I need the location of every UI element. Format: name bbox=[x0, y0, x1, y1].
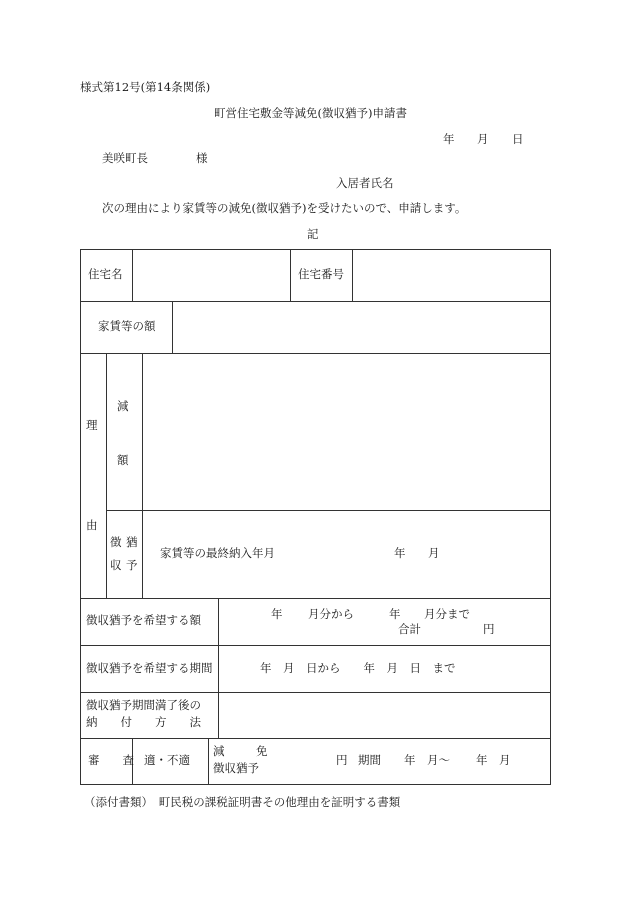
housing-number-label: 住宅番号 bbox=[298, 267, 344, 281]
last-payment-month: 月 bbox=[428, 546, 440, 560]
desired-amount-label: 徴収猶予を希望する額 bbox=[86, 613, 201, 627]
after-period-line2: 納 付 方 法 bbox=[86, 715, 201, 729]
review-period-label: 期間 bbox=[358, 753, 381, 767]
last-payment-label: 家賃等の最終納入年月 bbox=[160, 546, 275, 560]
last-payment-year: 年 bbox=[394, 546, 406, 560]
intro-text: 次の理由により家賃等の減免(徴収猶予)を受けたいので、申請します。 bbox=[102, 201, 467, 215]
from-year: 年 bbox=[271, 607, 283, 621]
total-yen: 円 bbox=[483, 622, 495, 636]
reason-label-ri: 理 bbox=[86, 418, 98, 432]
review-deferral: 徴収猶予 bbox=[213, 761, 259, 775]
date-month: 月 bbox=[477, 132, 489, 146]
form-title: 町営住宅敷金等減免(徴収猶予)申請書 bbox=[214, 106, 407, 120]
applicant-label: 入居者氏名 bbox=[336, 176, 394, 190]
reduction-label-gaku: 額 bbox=[117, 453, 129, 467]
date-year: 年 bbox=[443, 132, 455, 146]
review-period-end: 年 月 bbox=[476, 753, 511, 767]
addressee: 美咲町長 bbox=[102, 151, 148, 165]
honorific: 様 bbox=[196, 151, 208, 165]
review-men: 免 bbox=[256, 744, 268, 758]
deferral-label-you: 猶 bbox=[126, 535, 138, 549]
review-period-start: 年 月〜 bbox=[404, 753, 450, 767]
form-number: 様式第12号(第14条関係) bbox=[80, 80, 211, 94]
from-month: 月分から bbox=[308, 607, 354, 621]
attachments-note: （添付書類） 町民税の課税証明書その他理由を証明する書類 bbox=[84, 795, 401, 809]
ki-mark: 記 bbox=[307, 227, 319, 241]
period-text: 年 月 日から 年 月 日 まで bbox=[260, 661, 456, 675]
review-label: 審 査 bbox=[88, 753, 134, 767]
deferral-label-yo: 予 bbox=[126, 558, 138, 572]
review-choice: 適・不適 bbox=[144, 753, 190, 767]
desired-period-label: 徴収猶予を希望する期間 bbox=[86, 661, 213, 675]
date-day: 日 bbox=[512, 132, 524, 146]
total-label: 合計 bbox=[398, 622, 421, 636]
deferral-label-chou: 徴 bbox=[110, 535, 122, 549]
review-gen: 減 bbox=[213, 744, 225, 758]
to-year: 年 bbox=[389, 607, 401, 621]
rent-amount-label: 家賃等の額 bbox=[98, 319, 156, 333]
deferral-label-shuu: 収 bbox=[110, 558, 122, 572]
housing-name-label: 住宅名 bbox=[88, 267, 123, 281]
review-yen: 円 bbox=[336, 753, 348, 767]
reason-label-yu: 由 bbox=[86, 518, 98, 532]
after-period-line1: 徴収猶予期間満了後の bbox=[86, 698, 201, 712]
to-month: 月分まで bbox=[424, 607, 470, 621]
reduction-label-gen: 減 bbox=[117, 399, 129, 413]
